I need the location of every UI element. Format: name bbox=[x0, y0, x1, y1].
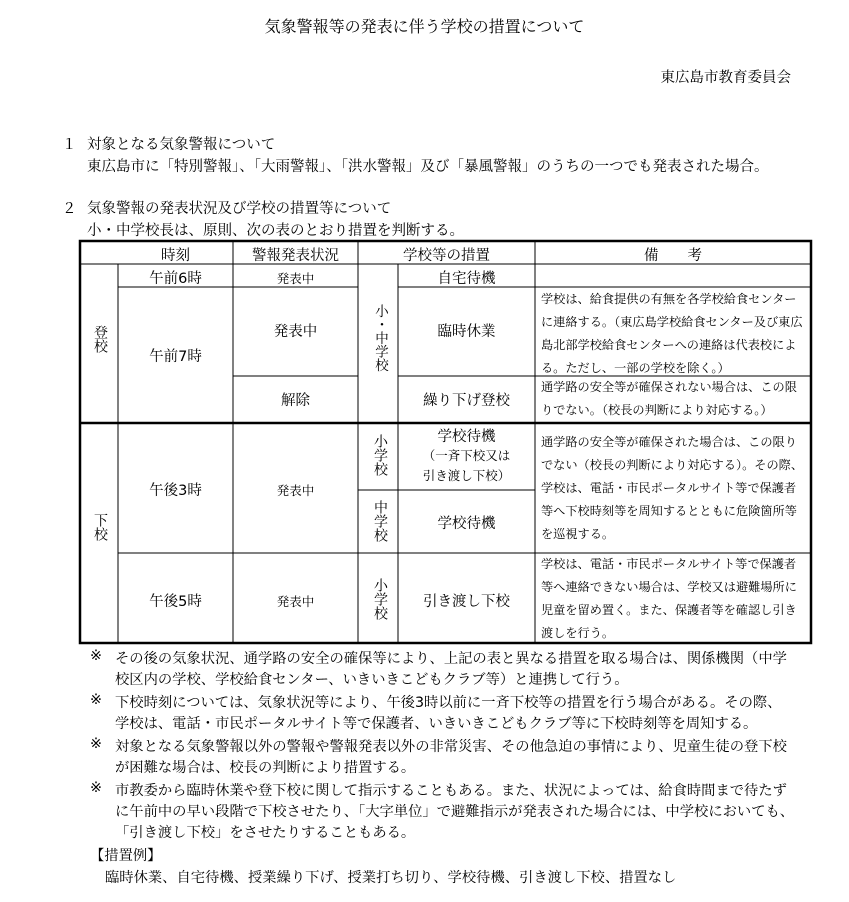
note-mark: ※ bbox=[90, 736, 102, 752]
header-remarks: 備 考 bbox=[644, 248, 702, 264]
row4-measure-elem-sub1: （一斉下校又は bbox=[422, 448, 511, 463]
page-title: 気象警報等の発表に伴う学校の措置について bbox=[264, 17, 585, 36]
row1-status: 発表中 bbox=[276, 271, 315, 286]
remark-line: でない（校長の判断により対応する）。その際、 bbox=[541, 458, 804, 472]
header-measure: 学校等の措置 bbox=[403, 248, 490, 264]
note-mark: ※ bbox=[90, 648, 102, 664]
remark-line: に連絡する。（東広島学校給食センター及び東広 bbox=[541, 315, 803, 329]
row5-status: 発表中 bbox=[276, 594, 315, 609]
note-line: その後の気象状況、通学路の安全の確保等により、上記の表と異なる措置を取る場合は、関係機関（中学 bbox=[115, 651, 787, 667]
group-arrival: 登校 bbox=[92, 325, 108, 353]
remark-line: 渡しを行う。 bbox=[541, 626, 615, 640]
examples-body: 臨時休業、自宅待機、授業繰り下げ、授業打ち切り、学校待機、引き渡し下校、措置なし bbox=[105, 870, 677, 886]
remark-line: 学校は、電話・市民ポータルサイト等で保護者 bbox=[541, 481, 797, 495]
section1-heading: 対象となる気象警報について bbox=[87, 137, 276, 153]
row3-status: 解除 bbox=[281, 393, 310, 409]
section2-body: 小・中学校長は、原則、次の表のとおり措置を判断する。 bbox=[87, 223, 464, 239]
group-school-elem-1: 小学校 bbox=[372, 434, 388, 476]
remark-line: 児童を留め置く。また、保護者等を確認し引き bbox=[541, 603, 797, 617]
note-line: に午前中の早い段階で下校させたり、「大字単位」で避難指示が発表された場合には、中学校においても、 bbox=[115, 804, 795, 820]
section1-number: １ bbox=[62, 137, 77, 153]
row4-measure-junior: 学校待機 bbox=[437, 516, 496, 532]
note-line: 学校は、電話・市民ポータルサイト等で保護者、いきいきこどもクラブ等に下校時刻等を周知する。 bbox=[115, 716, 758, 732]
section2-heading: 気象警報の発表状況及び学校の措置等について bbox=[87, 201, 392, 217]
remark-line: 島北部学校給食センターへの連絡は代表校によ bbox=[541, 338, 797, 352]
row4-measure-elem-sub2: 引き渡し下校） bbox=[422, 468, 511, 483]
row1-time: 午前6時 bbox=[149, 271, 202, 287]
examples-heading: 【措置例】 bbox=[90, 848, 162, 864]
note-line: 対象となる気象警報以外の警報や警報発表以外の非常災害、その他急迫の事情により、児童生徒の登下校 bbox=[115, 739, 787, 755]
row5-measure: 引き渡し下校 bbox=[423, 594, 510, 610]
organization-name: 東広島市教育委員会 bbox=[660, 70, 791, 86]
remark-line: 等へ連絡できない場合は、学校又は避難場所に bbox=[541, 580, 797, 594]
row3-measure: 繰り下げ登校 bbox=[423, 393, 510, 409]
row2-status: 発表中 bbox=[273, 324, 318, 340]
group-school-junior: 中学校 bbox=[372, 500, 388, 542]
remark-line: 通学路の安全等が確保された場合は、この限り bbox=[541, 435, 797, 449]
remark-line: 等へ下校時刻等を周知するとともに危険箇所等 bbox=[541, 504, 797, 518]
remark-line: 学校は、給食提供の有無を各学校給食センター bbox=[541, 292, 797, 306]
note-line: 「引き渡し下校」をさせたりすることもある。 bbox=[115, 825, 416, 841]
header-time: 時刻 bbox=[161, 248, 190, 264]
note-line: 校区内の学校、学校給食センター、いきいきこどもクラブ等）と連携して行う。 bbox=[115, 672, 629, 688]
row4-remark bbox=[541, 431, 809, 546]
note-line: が困難な場合は、校長の判断により措置する。 bbox=[115, 760, 416, 776]
row2-remark bbox=[541, 288, 809, 380]
row2-measure: 臨時休業 bbox=[437, 324, 496, 340]
row1-measure: 自宅待機 bbox=[437, 271, 496, 287]
remark-line: を巡視する。 bbox=[541, 527, 615, 541]
row5-remark bbox=[541, 553, 809, 645]
row4-time: 午後3時 bbox=[149, 483, 202, 499]
remark-line: りでない。（校長の判断により対応する。） bbox=[541, 403, 773, 417]
remark-line: 通学路の安全等が確保されない場合は、この限 bbox=[541, 380, 797, 394]
row4-measure-elem: 学校待機 bbox=[437, 429, 496, 445]
group-dismissal: 下校 bbox=[92, 513, 108, 541]
row3-remark bbox=[541, 376, 809, 422]
group-school-elem-2: 小学校 bbox=[372, 578, 388, 620]
note-mark: ※ bbox=[90, 692, 102, 708]
header-status: 警報発表状況 bbox=[252, 248, 339, 264]
row2-time: 午前7時 bbox=[149, 349, 202, 365]
note-mark: ※ bbox=[90, 780, 102, 796]
row4-status: 発表中 bbox=[276, 483, 315, 498]
note-line: 市教委から臨時休業や登下校に関して指示することもある。また、状況によっては、給食時間まで待たず bbox=[115, 783, 787, 799]
remark-line: 学校は、電話・市民ポータルサイト等で保護者 bbox=[541, 557, 797, 571]
row5-time: 午後5時 bbox=[149, 594, 202, 610]
group-school-elem-junior: 小・中学校 bbox=[372, 304, 388, 372]
section1-body: 東広島市に「特別警報」、「大雨警報」、「洪水警報」及び「暴風警報」のうちの一つでも発表された場合。 bbox=[87, 159, 769, 175]
note-line: 下校時刻については、気象状況等により、午後3時以前に一斉下校等の措置を行う場合がある。その際、 bbox=[115, 695, 782, 711]
section2-number: ２ bbox=[62, 201, 77, 217]
remark-line: る。ただし、一部の学校を除く。） bbox=[541, 361, 730, 375]
